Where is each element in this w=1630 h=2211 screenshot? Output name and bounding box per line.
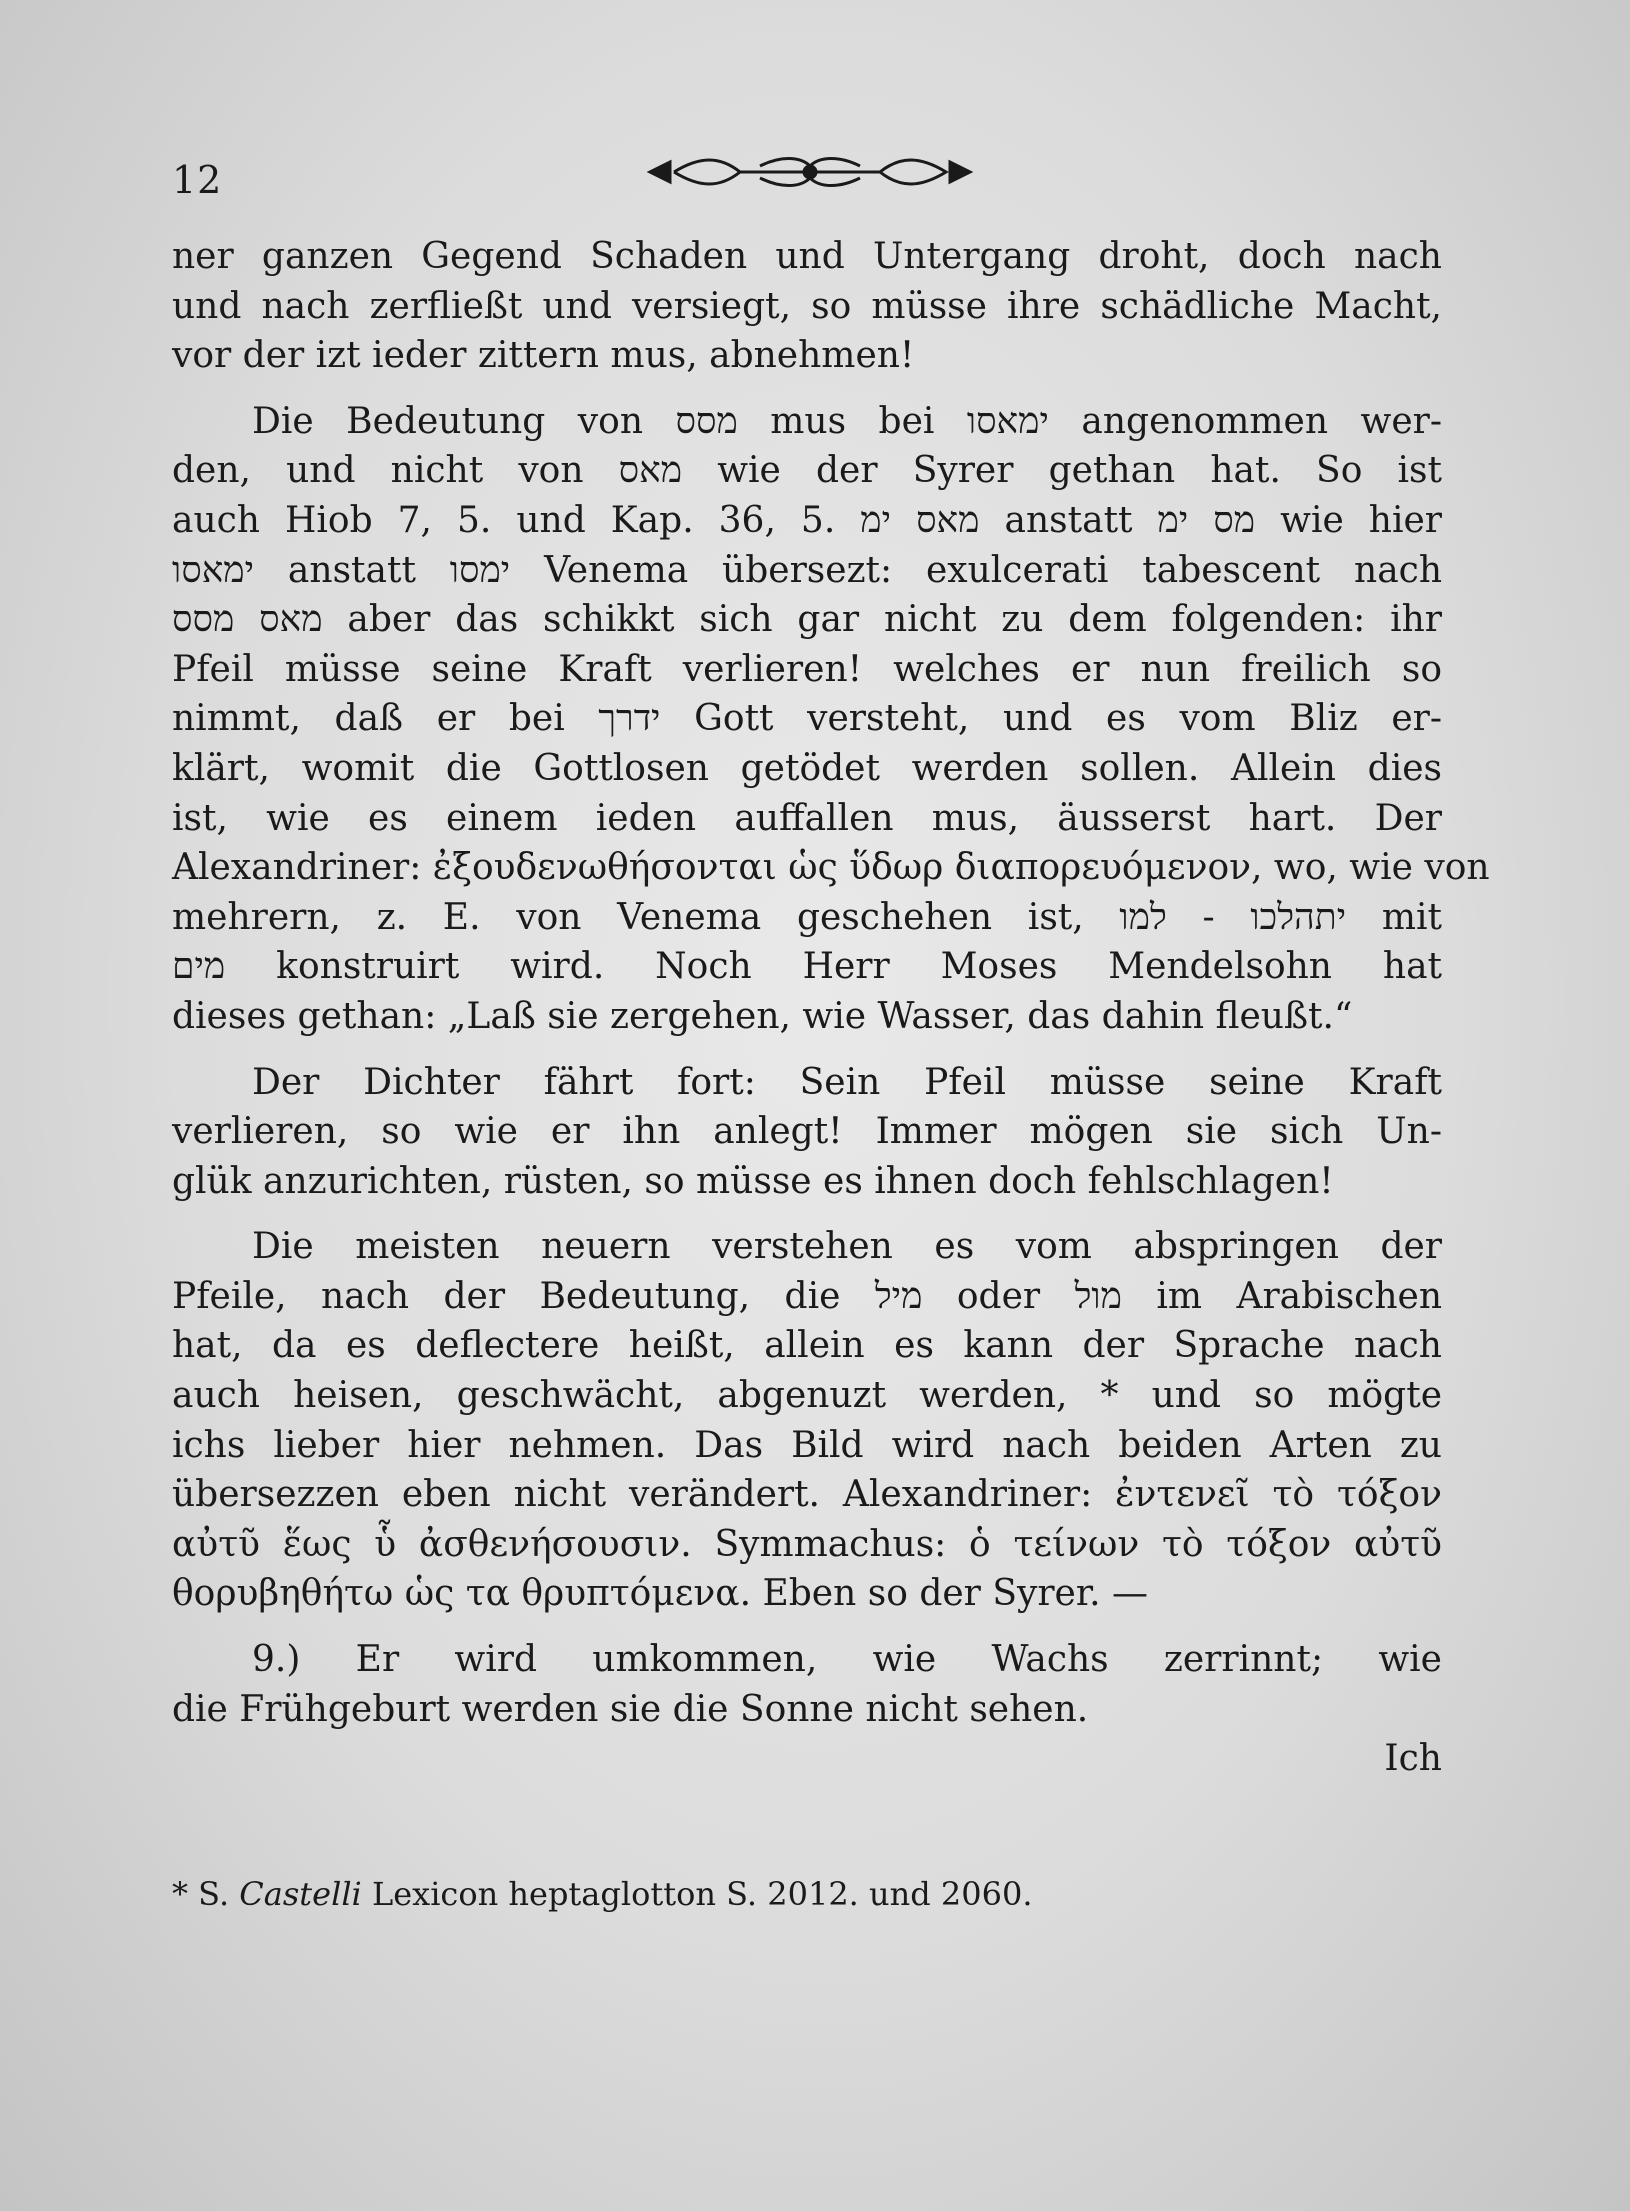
text-line: hat, da es deflectere heißt, allein es kann der Sprache nach <box>172 1325 1442 1367</box>
footnote-marker: * S. <box>172 1875 230 1913</box>
text-line: glük anzurichten, rüsten, so müsse es ihnen doch fehlschlagen! <box>172 1160 1334 1202</box>
text-line: Alexandriner: ἐξουδενωθήσονται ὡς ὕδωρ διαπορευόμενον, wo, wie von <box>172 847 1490 889</box>
text-line: und nach zerfließt und versiegt, so müsse ihre schädliche Macht, <box>172 285 1442 327</box>
text-line: verlieren, so wie er ihn anlegt! Immer mögen sie sich Un- <box>172 1111 1442 1153</box>
text-line: den, und nicht von מאס wie der Syrer gethan hat. So ist <box>172 450 1442 492</box>
text-line: Die meisten neuern verstehen es vom abspringen der <box>252 1226 1442 1268</box>
text-line: auch heisen, geschwächt, abgenuzt werden, * und so mögte <box>172 1375 1442 1417</box>
text-line: מאס מסס aber das schikkt sich gar nicht zu dem folgenden: ihr <box>172 599 1442 641</box>
catchword: Ich <box>1384 1738 1442 1780</box>
text-line: Pfeil müsse seine Kraft verlieren! welches er nun freilich so <box>172 648 1442 690</box>
text-line: מים konstruirt wird. Noch Herr Moses Mendelsohn hat <box>172 946 1442 988</box>
body-text <box>172 232 1490 1784</box>
text-line: klärt, womit die Gottlosen getödet werden sollen. Allein dies <box>172 747 1442 789</box>
page-number: 12 <box>172 158 223 202</box>
text-line: die Frühgeburt werden sie die Sonne nicht sehen. <box>172 1688 1089 1730</box>
text-line: Die Bedeutung von מסס mus bei ימאסו angenommen wer- <box>252 400 1442 442</box>
footnote <box>172 1875 1033 1913</box>
text-line: αὐτῦ ἕως ὗ ἀσθενήσουσιν. Symmachus: ὁ τείνων τὸ τόξον αὐτῦ <box>172 1523 1442 1565</box>
text-line: vor der izt ieder zittern mus, abnehmen! <box>172 335 915 377</box>
text-line: ner ganzen Gegend Schaden und Untergang droht, doch nach <box>172 236 1442 277</box>
text-line: ichs lieber hier nehmen. Das Bild wird nach beiden Arten zu <box>172 1424 1442 1466</box>
text-line: Pfeile, nach der Bedeutung, die מיל oder מול im Arabischen <box>172 1275 1443 1317</box>
text-line: Der Dichter fährt fort: Sein Pfeil müsse seine Kraft <box>252 1061 1442 1103</box>
footnote-author: Castelli <box>239 1875 362 1913</box>
text-line: auch Hiob 7, 5. und Kap. 36, 5. מאס ימ anstatt מס ימ wie hier <box>172 499 1442 541</box>
text-line: 9.) Er wird umkommen, wie Wachs zerrinnt; wie <box>252 1639 1442 1681</box>
footnote-text: Lexicon heptaglotton S. 2012. und 2060. <box>371 1875 1033 1913</box>
text-line: θορυβηθήτω ὡς τα θρυπτόμενα. Eben so der Syrer. — <box>172 1573 1148 1615</box>
text-line: mehrern, z. E. von Venema geschehen ist, יתהלכו - למו mit <box>172 896 1442 938</box>
text-line: nimmt, daß er bei ידרך Gott versteht, und es vom Bliz er- <box>172 698 1442 740</box>
text-line: ist, wie es einem ieden auffallen mus, äusserst hart. Der <box>172 797 1442 839</box>
text-line: ימאסו anstatt ימסו Venema übersezt: exulcerati tabescent nach <box>172 549 1443 591</box>
text-line: übersezzen eben nicht verändert. Alexandriner: ἐντενεῖ τὸ τόξον <box>172 1474 1442 1516</box>
decorative-ornament-icon <box>630 148 990 196</box>
text-line: dieses gethan: „Laß sie zergehen, wie Wasser, das dahin fleußt.“ <box>172 995 1353 1037</box>
